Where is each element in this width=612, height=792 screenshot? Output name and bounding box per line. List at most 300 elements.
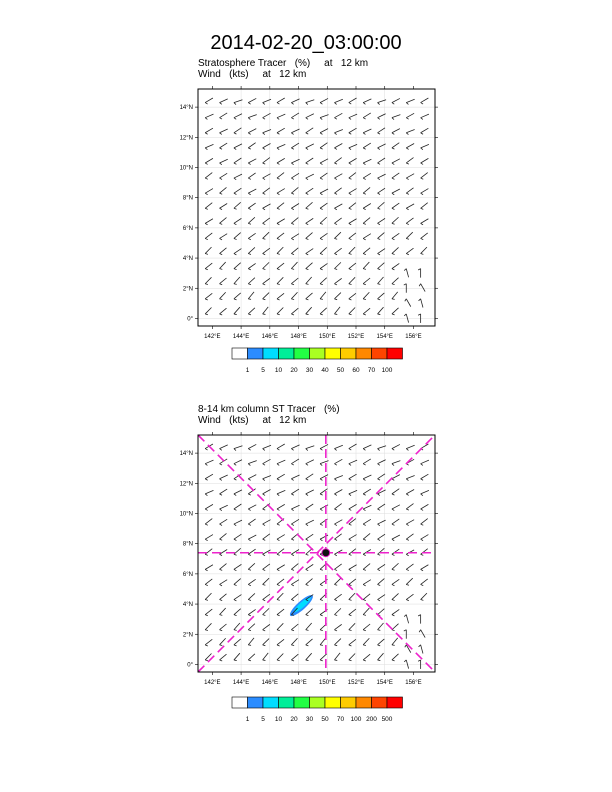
colorbar-box [341,348,357,359]
wind-barb-flag [378,269,381,270]
wind-barb-flag [406,118,408,120]
wind-barb [291,564,298,570]
wind-barb [363,187,370,193]
wind-barb [277,623,283,629]
panel1-colorbar [232,348,403,374]
wind-barb [334,248,341,253]
wind-barb-flag [320,314,323,315]
wind-barb [263,278,270,283]
wind-barb-flag [349,178,352,179]
wind-barb [291,113,299,118]
wind-barb [349,128,357,133]
wind-barb [220,262,226,269]
wind-barb [392,489,399,494]
wind-barb-flag [363,539,366,540]
wind-barb-flag [306,449,308,451]
wind-barb-flag [248,479,250,481]
wind-barb-flag [291,630,294,631]
wind-barb [363,533,370,539]
wind-barb [205,609,212,615]
wind-barb [248,233,255,238]
wind-barb-flag [421,148,423,150]
wind-barb [263,490,271,494]
wind-barb-flag [419,630,420,632]
wind-barb-flag [291,524,293,525]
wind-barb-flag [363,494,365,495]
wind-barb [277,460,285,464]
wind-barb [234,249,242,254]
wind-barb-flag [378,133,381,134]
wind-barb [378,534,386,539]
wind-barb-flag [263,254,266,255]
colorbar-box [372,348,388,359]
wind-barb-flag [306,569,309,570]
wind-barb-flag [248,148,251,149]
wind-barb-flag [334,133,336,135]
wind-barb-flag [306,479,309,480]
wind-barb-flag [320,284,323,285]
colorbar-label: 5 [261,367,265,374]
wind-barb-flag [378,630,381,631]
wind-barb-flag [248,103,250,105]
wind-barb [363,308,370,314]
wind-barb-flag [406,584,409,585]
wind-barb [334,218,341,223]
wind-barb-flag [220,645,223,646]
wind-barb-flag [234,299,237,300]
wind-barb [406,520,414,524]
colorbar-label: 60 [352,367,360,374]
wind-barb-flag [306,494,308,496]
wind-barb [306,579,313,585]
wind-barb [334,113,342,117]
wind-barb-flag [392,269,395,270]
wind-barb-flag [320,118,322,120]
colorbar-box [341,697,357,708]
wind-barb-flag [205,554,208,555]
wind-barb-flag [306,645,309,646]
wind-barb [406,188,413,193]
wind-barb [248,173,255,178]
x-tick-label: 154°E [376,334,393,340]
wind-barb-flag [248,600,251,601]
wind-barb-flag [234,660,237,661]
wind-barb-flag [363,449,365,451]
wind-barb-flag [363,208,365,209]
wind-barb-flag [220,314,223,315]
wind-barb-flag [363,569,366,570]
wind-barb-flag [291,464,293,465]
wind-barb [306,293,313,299]
wind-barb-flag [277,615,280,616]
wind-barb [277,490,285,494]
wind-barb-flag [306,554,309,555]
wind-barb [220,519,228,524]
wind-barb-flag [320,569,323,570]
wind-barb [334,129,342,132]
wind-barb [406,248,413,253]
wind-barb-flag [263,464,265,466]
wind-barb [421,490,429,494]
wind-barb-flag [306,464,308,466]
wind-barb-flag [392,299,395,300]
wind-barb-flag [263,299,266,300]
wind-barb [334,262,340,268]
colorbar-label: 20 [290,367,298,374]
wind-barb-flag [421,254,424,255]
wind-barb [291,234,299,239]
wind-barb [392,129,400,133]
wind-barb-flag [220,103,222,105]
wind-barb-flag [220,494,222,495]
wind-barb [392,609,399,614]
wind-barb-flag [248,660,251,661]
wind-barb [363,624,370,630]
wind-barb-flag [291,148,293,149]
wind-barb-flag [277,569,279,570]
wind-barb-flag [220,539,223,540]
wind-barb-flag [392,569,395,570]
wind-barb-flag [334,178,336,180]
colorbar-box [248,697,264,708]
wind-barb [363,505,371,509]
wind-barb-flag [277,163,279,164]
wind-barb-flag [205,630,208,631]
wind-barb [263,594,270,599]
wind-barb-flag [320,103,322,105]
wind-barb [220,234,228,239]
wind-barb [392,292,398,299]
wind-barb [334,653,340,660]
wind-barb-flag [220,238,222,239]
wind-barb [220,533,227,539]
wind-barb [277,639,284,645]
wind-barb-flag [392,509,394,511]
wind-barb [234,595,242,600]
wind-barb-flag [205,494,207,496]
wind-barb-flag [291,238,293,239]
wind-barb [220,445,228,449]
wind-barb [277,579,284,585]
wind-barb [392,263,399,268]
wind-barb [220,594,227,600]
wind-barb-flag [277,539,279,540]
wind-barb [205,263,212,269]
wind-barb [378,233,385,239]
wind-barb [421,233,428,239]
wind-barb [406,504,413,509]
wind-barb-flag [392,223,395,224]
wind-barb-flag [263,284,266,285]
wind-barb-flag [363,163,365,165]
wind-barb-flag [419,645,421,647]
wind-barb [234,564,242,569]
wind-barb-flag [277,299,280,300]
wind-barb-flag [378,569,381,570]
wind-barb [263,248,270,253]
wind-barb-flag [263,524,265,526]
wind-barb [306,188,314,193]
wind-barb-flag [291,284,294,285]
wind-barb [277,504,285,509]
wind-barb-flag [349,223,351,224]
wind-barb [234,504,242,509]
wind-barb [334,445,342,448]
wind-barb [363,475,371,479]
wind-barb [205,623,211,629]
wind-barb-flag [277,193,279,194]
wind-barb-flag [205,299,208,300]
wind-barb [263,639,269,645]
colorbar-label: 200 [366,716,377,723]
wind-barb [378,623,384,630]
wind-barb [277,128,285,133]
wind-barb [392,535,400,539]
wind-barb-flag [363,193,366,194]
wind-barb-flag [392,449,394,451]
wind-barb [306,653,312,660]
wind-barb [248,444,256,448]
wind-barb-flag [320,645,323,646]
wind-barb-flag [392,645,395,646]
wind-barb-flag [392,630,395,631]
wind-barb-flag [234,314,237,315]
wind-barb-flag [378,299,381,300]
wind-barb-flag [277,584,280,585]
wind-barb-flag [406,193,409,194]
x-tick-label: 152°E [347,334,365,340]
wind-barb-flag [277,464,279,466]
wind-barb-flag [404,269,406,271]
wind-barb-flag [378,223,381,224]
wind-barb-flag [220,600,223,601]
wind-barb-flag [378,208,381,209]
wind-barb-flag [363,660,366,661]
wind-barb [349,609,356,615]
wind-barb [248,278,255,284]
wind-barb [334,158,341,163]
y-tick-label: 6°N [182,571,193,578]
wind-barb-flag [220,524,222,525]
wind-barb-flag [421,479,423,480]
wind-barb-flag [349,163,351,164]
wind-barb-flag [291,118,293,119]
wind-barb [378,460,386,464]
wind-barb [291,594,298,600]
panel2-subtitle-2: Wind (kts) at 12 km [198,415,307,426]
wind-barb-flag [205,118,207,120]
wind-barb [349,189,357,194]
colorbar-box [232,348,248,359]
wind-barb-flag [320,524,323,525]
wind-barb [363,459,371,464]
wind-barb-flag [392,494,395,495]
wind-barb [306,100,315,103]
wind-barb [421,535,429,540]
wind-barb-flag [263,494,265,496]
wind-barb-flag [234,118,236,120]
wind-barb [306,564,314,569]
wind-barb-flag [248,554,251,555]
wind-barb-flag [392,554,395,555]
wind-barb-flag [234,494,236,496]
wind-barb [205,247,211,253]
wind-barb-flag [419,299,421,301]
wind-barb-flag [306,584,309,585]
wind-barb-flag [421,464,423,466]
wind-barb [421,144,429,148]
wind-barb-flag [392,584,395,585]
wind-barb [421,203,428,209]
wind-barb-flag [378,148,380,150]
wind-barb-flag [306,133,309,134]
wind-barb [349,173,356,179]
wind-barb [334,475,342,478]
wind-barb [406,299,411,307]
wind-barb [406,232,412,238]
wind-barb [291,262,297,269]
wind-barb [349,293,356,299]
wind-barb-flag [349,103,351,104]
wind-barb [406,174,414,178]
wind-barb [205,219,213,224]
colorbar-label: 10 [274,367,283,374]
wind-barb-flag [234,269,237,270]
wind-barb-flag [349,269,352,270]
wind-barb [263,144,271,148]
wind-barb [306,128,314,133]
wind-barb [248,624,255,630]
wind-barb-flag [263,615,266,616]
wind-barb [220,505,228,509]
wind-barb-flag [248,223,251,224]
wind-barb [349,263,356,269]
wind-barb-flag [406,494,408,496]
y-tick-label: 10°N [179,511,193,518]
wind-barb [363,218,370,224]
wind-barb-flag [291,103,293,105]
wind-barb [248,217,255,223]
wind-barb [220,159,228,163]
wind-barb-flag [205,193,207,194]
wind-barb [392,519,399,524]
x-tick-label: 142°E [204,334,221,340]
wind-barb-flag [378,509,381,510]
wind-barb [205,593,211,599]
wind-barb-flag [378,449,380,451]
wind-barb [205,189,213,194]
wind-barb [406,218,413,223]
wind-barb [392,563,399,569]
wind-barb [306,158,314,163]
wind-barb-flag [334,148,336,150]
wind-barb [363,173,371,178]
wind-barb [306,218,314,223]
wind-barb-flag [334,584,337,585]
wind-barb-flag [263,269,266,270]
wind-barb [421,219,429,224]
wind-barb [306,144,314,148]
wind-barb-flag [263,449,265,451]
wind-barb-flag [234,479,237,480]
wind-barb [248,263,255,268]
wind-barb-flag [334,118,336,120]
wind-barb-flag [234,103,236,105]
wind-barb-flag [248,118,250,120]
wind-barb-flag [392,178,395,179]
wind-barb [392,247,399,253]
colorbar-box [310,697,326,708]
wind-barb [392,475,400,479]
wind-barb-flag [349,660,352,661]
panel2-colorbar [232,697,403,723]
wind-barb-flag [378,584,381,585]
wind-barb-flag [363,238,365,239]
wind-barb [306,520,314,524]
wind-barb-flag [263,600,266,601]
wind-barb [320,535,328,539]
wind-barb-flag [392,660,395,661]
wind-barb [263,293,269,299]
wind-barb-flag [363,554,365,555]
wind-barb-flag [363,133,365,135]
wind-barb-flag [334,600,337,601]
colorbar-box [294,697,310,708]
wind-barb-flag [205,133,207,134]
wind-barb-flag [291,660,294,661]
wind-barb [349,535,357,540]
wind-barb-flag [291,133,293,135]
wind-barb-flag [421,494,423,496]
wind-barb-flag [205,238,208,239]
wind-barb [234,520,242,524]
y-tick-label: 6°N [182,225,193,232]
colorbar-label: 70 [367,367,376,374]
wind-barb-flag [392,163,394,165]
wind-barb [306,609,313,615]
wind-barb [263,218,270,223]
wind-barb [205,519,212,525]
wind-barb-flag [349,615,352,616]
wind-barb-flag [205,660,208,661]
wind-barb-flag [320,163,322,165]
wind-barb [234,460,242,464]
wind-barb [363,580,371,585]
wind-barb [263,534,270,539]
wind-barb-flag [320,299,323,300]
wind-barb-flag [392,464,394,466]
wind-barb-flag [421,133,423,134]
wind-barb [277,474,285,479]
wind-barb [306,460,314,464]
wind-barb-flag [378,554,381,555]
colorbar-label: 5 [261,716,265,723]
wind-barb-flag [205,464,207,466]
wind-barb-flag [405,645,406,647]
wind-barb [421,98,429,103]
wind-barb [263,564,270,569]
wind-barb-flag [320,193,322,195]
wind-barb [421,158,429,163]
wind-barb [234,639,241,645]
wind-barb-flag [248,269,251,270]
wind-barb-flag [220,133,222,135]
wind-barb-flag [320,600,323,601]
wind-barb-flag [349,193,351,194]
colorbar-box [279,697,295,708]
wind-barb [421,284,426,292]
wind-barb [378,158,386,163]
